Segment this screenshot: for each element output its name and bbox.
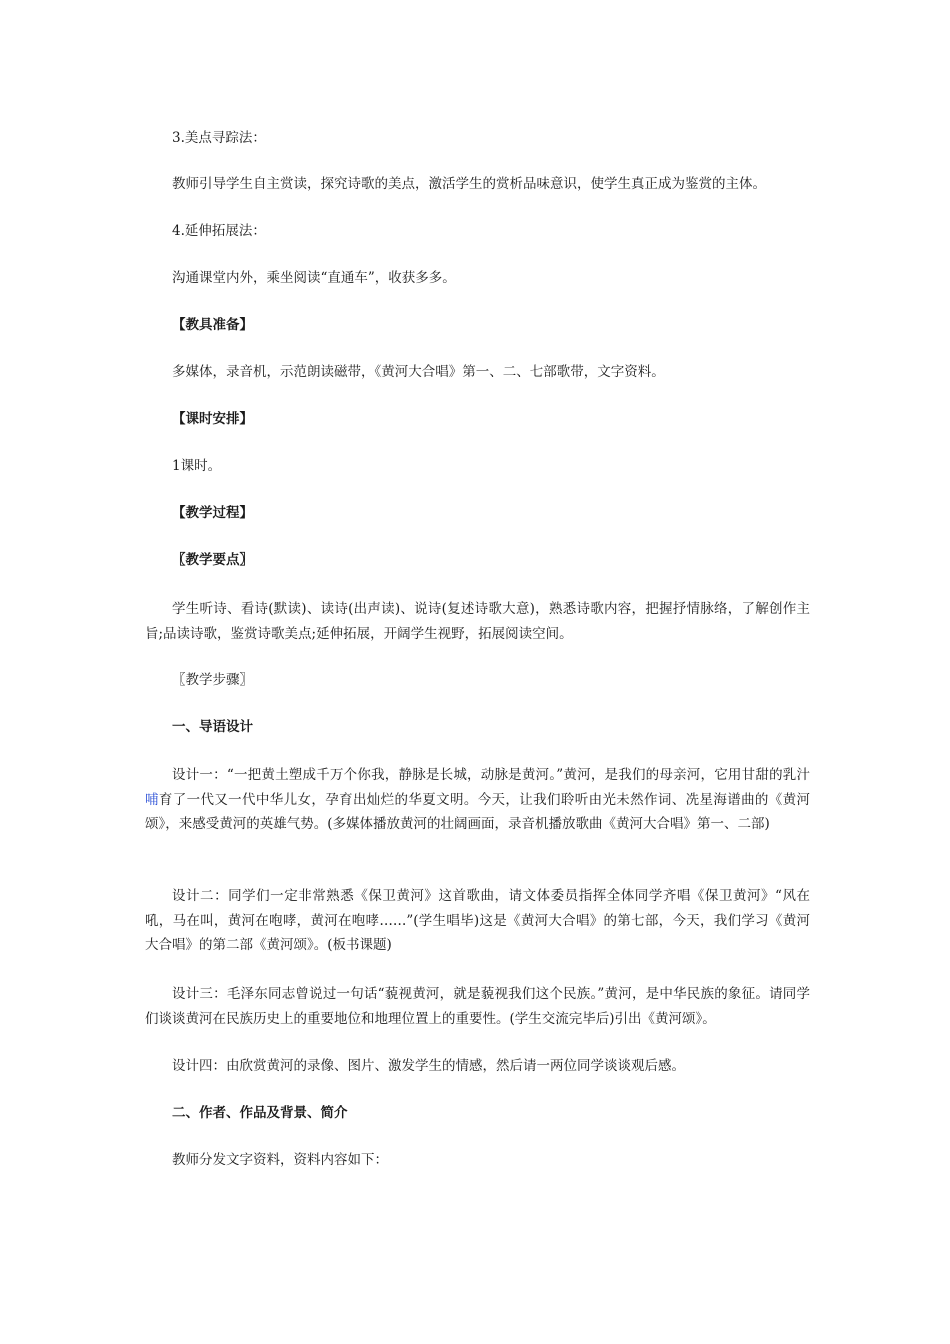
tools-heading: 【教具准备】 — [172, 317, 253, 333]
keypoints-text: 学生听诗、看诗(默读)、读诗(出声读)、说诗(复述诗歌大意)，熟悉诗歌内容，把握抒情脉络，了解创作主旨;品读诗歌，鉴赏诗歌美点;延伸拓展，开阔学生视野，拓展阅读空间。 — [145, 601, 810, 642]
steps-heading: 〖教学步骤〗 — [172, 672, 253, 688]
keypoints-heading: 〖教学要点〗 — [172, 552, 253, 568]
design4-paragraph: 设计四：由欣赏黄河的录像、图片、激发学生的情感，然后请一两位同学谈谈观后感。 — [172, 1058, 685, 1074]
method3-title: 3.美点寻踪法： — [172, 130, 266, 146]
method4-title: 4.延伸拓展法： — [172, 223, 266, 239]
section2-text: 教师分发文字资料，资料内容如下： — [172, 1152, 388, 1168]
section2-heading: 二、作者、作品及背景、简介 — [172, 1105, 348, 1121]
section1-heading: 一、导语设计 — [172, 719, 253, 735]
design2-paragraph: 设计二：同学们一定非常熟悉《保卫黄河》这首歌曲，请文体委员指挥全体同学齐唱《保卫黄河》“风在吼，马在叫，黄河在咆哮，黄河在咆哮……”(学生唱毕)这是《黄河大合唱》的第七部，今天，我们学习《黄河大合唱》的第二部《黄河颂》。(板书课题) — [145, 888, 810, 953]
method4-text: 沟通课堂内外，乘坐阅读“直通车”，收获多多。 — [172, 270, 456, 286]
schedule-heading: 【课时安排】 — [172, 411, 253, 427]
design1-paragraph — [145, 763, 810, 837]
tools-text: 多媒体，录音机，示范朗读磁带，《黄河大合唱》第一、二、七部歌带，文字资料。 — [172, 364, 665, 380]
process-heading: 【教学过程】 — [172, 505, 253, 521]
design3-paragraph: 设计三：毛泽东同志曾说过一句话“藐视黄河，就是藐视我们这个民族。”黄河，是中华民族的象征。请同学们谈谈黄河在民族历史上的重要地位和地理位置上的重要性。(学生交流完毕后)引出《黄河颂》。 — [145, 986, 810, 1027]
schedule-text: 1课时。 — [172, 458, 222, 474]
method3-text: 教师引导学生自主赏读，探究诗歌的美点，激活学生的赏析品味意识，使学生真正成为鉴赏的主体。 — [172, 176, 766, 192]
design1-text-start: 设计一：“一把黄土塑成千万个你我，静脉是长城，动脉是黄河。”黄河，是我们的母亲河，它用甘甜的乳汁 — [172, 767, 810, 783]
design1-text-end: 育了一代又一代中华儿女，孕育出灿烂的华夏文明。今天，让我们聆听由光未然作词、冼星海谱曲的《黄河颂》，来感受黄河的英雄气势。(多媒体播放黄河的壮阔画面，录音机播放歌曲《黄河大合唱》第一、二部) — [145, 791, 811, 832]
design1-link-word[interactable]: 哺 — [145, 791, 159, 808]
